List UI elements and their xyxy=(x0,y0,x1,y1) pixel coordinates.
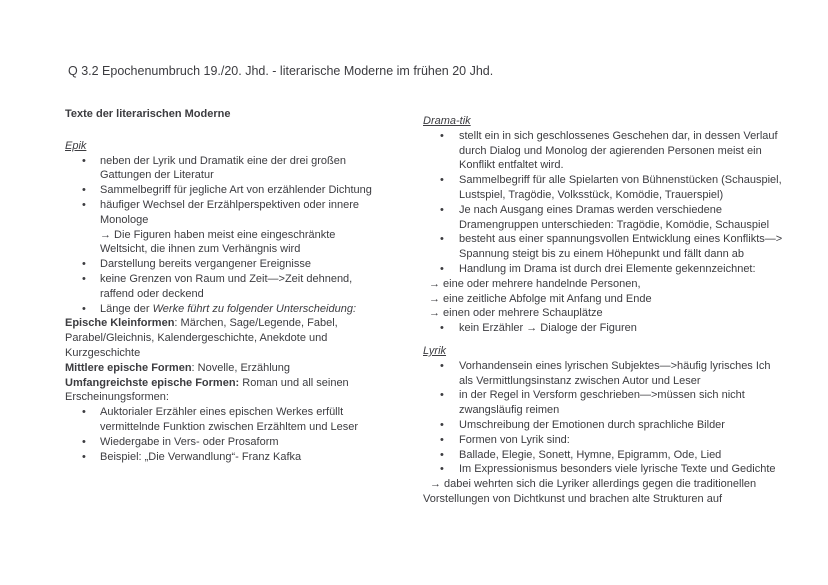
lead-in-text: Roman und all seinen Erscheinungsformen: xyxy=(65,376,349,404)
bullet-text: häufiger Wechsel der Erzählperspektiven oder innere Monologe xyxy=(100,198,360,226)
arrow-note: → eine zeitliche Abfolge mit Anfang und Ende xyxy=(429,292,652,305)
bullet-text: Wiedergabe in Vers- oder Prosaform xyxy=(100,435,279,448)
arrow-note: → eine oder mehrere handelnde Personen, xyxy=(429,277,641,290)
bullet-text: Umschreibung der Emotionen durch sprachliche Bilder xyxy=(459,418,725,431)
left-column-heading: Texte der literarischen Moderne xyxy=(65,108,231,120)
arrow-note: → dabei wehrten sich die Lyriker allerdings gegen die traditionellen Vorstellungen von Dichtkunst und brachen alte Strukturen auf xyxy=(423,478,757,505)
bullet-item xyxy=(423,173,785,203)
umfangreichste-formen-line xyxy=(65,376,385,406)
epische-kleinformen-line xyxy=(65,316,385,360)
bullet-item xyxy=(65,257,385,272)
bullet-text: Im Expressionismus besonders viele lyrische Texte und Gedichte xyxy=(459,463,776,476)
bullet-item xyxy=(65,154,385,184)
lyrik-section-title xyxy=(423,344,785,359)
left-column xyxy=(65,107,385,464)
bullet-text-italic: Werke führt zu folgender Unterscheidung: xyxy=(152,302,357,315)
bullet-item xyxy=(65,405,385,435)
arrow-note: → Die Figuren haben meist eine eingeschränkte Weltsicht, die ihnen zum Verhängnis wird xyxy=(100,228,336,256)
dramatik-section-title-text: Drama-tik xyxy=(423,115,471,127)
lead-in-text: : Novelle, Erzählung xyxy=(191,361,290,374)
bold-lead-in: Mittlere epische Formen xyxy=(65,361,192,374)
bullet-item xyxy=(65,435,385,450)
bullet-item xyxy=(65,183,385,198)
bullet-text: Sammelbegriff für jegliche Art von erzählender Dichtung xyxy=(100,184,372,197)
bullet-text: Vorhandensein eines lyrischen Subjektes—>häufig lyrisches Ich als Vermittlungsinstanz zwischen Autor und Leser xyxy=(459,359,771,387)
dramatik-section-title xyxy=(423,114,785,129)
dramatik-last-bullet-list xyxy=(423,321,785,336)
bullet-text: Je nach Ausgang eines Dramas werden verschiedene Dramengruppen unterschieden: Tragödie, Komödie, Schauspiel xyxy=(459,203,770,231)
lead-in-text: : Märchen, Sage/Legende, Fabel, Parabel/Gleichnis, Kalendergeschichte, Anekdote und Kurzgeschichte xyxy=(65,317,338,359)
bullet-text: Formen von Lyrik sind: xyxy=(459,433,570,446)
bullet-text: Darstellung bereits vergangener Ereignisse xyxy=(100,258,311,271)
bullet-text: Ballade, Elegie, Sonett, Hymne, Epigramm, Ode, Lied xyxy=(459,448,722,461)
bullet-item xyxy=(423,129,785,173)
roman-bullet-list xyxy=(65,405,385,464)
bullet-text: kein Erzähler → Dialoge der Figuren xyxy=(459,322,637,335)
bullet-text: keine Grenzen von Raum und Zeit—>Zeit dehnend, raffend oder deckend xyxy=(100,272,353,300)
bullet-text: Auktorialer Erzähler eines epischen Werkes erfüllt vermittelnde Funktion zwischen Erzähltem und Leser xyxy=(100,406,359,433)
bullet-text: besteht aus einer spannungsvollen Entwicklung eines Konflikts—> Spannung steigt bis zu einem Höhepunkt und fällt dann ab xyxy=(459,233,783,261)
bullet-item xyxy=(423,462,785,477)
epik-bullet-list xyxy=(65,154,385,317)
bold-lead-in: Epische Kleinformen xyxy=(65,317,175,330)
bullet-item xyxy=(423,448,785,463)
dramatik-bullet-list xyxy=(423,129,785,277)
mittlere-formen-line xyxy=(65,361,385,376)
bullet-text: Beispiel: „Die Verwandlung“- Franz Kafka xyxy=(100,450,302,463)
bullet-item xyxy=(423,418,785,433)
bullet-item xyxy=(423,433,785,448)
right-column xyxy=(423,114,785,507)
bullet-item xyxy=(423,232,785,262)
bullet-item xyxy=(423,359,785,389)
bullet-text: neben der Lyrik und Dramatik eine der drei großen Gattungen der Literatur xyxy=(100,154,347,182)
bullet-item xyxy=(423,262,785,277)
epik-section-title-text: Epik xyxy=(65,139,87,152)
lyrik-section-title-text: Lyrik xyxy=(423,344,447,357)
bullet-text: stellt ein in sich geschlossenes Geschehen dar, in dessen Verlauf durch Dialog und Monolog der agierenden Personen meist ein Konflikt entfaltet wird. xyxy=(459,129,778,172)
bold-lead-in: Umfangreichste epische Formen: xyxy=(65,376,240,389)
bullet-item xyxy=(423,388,785,418)
bullet-text: Sammelbegriff für alle Spielarten von Bühnenstücken (Schauspiel, Lustspiel, Tragödie, Volksstück, Komödie, Trauerspiel) xyxy=(459,174,782,201)
epik-section-title xyxy=(65,139,385,154)
bullet-text: Handlung im Drama ist durch drei Elemente gekennzeichnet: xyxy=(459,262,756,275)
lyrik-bullet-list xyxy=(423,359,785,477)
bullet-item xyxy=(65,198,385,257)
bullet-item xyxy=(423,203,785,233)
arrow-note: → einen oder mehrere Schauplätze xyxy=(429,307,603,320)
bullet-item xyxy=(65,272,385,302)
bullet-text: Länge der xyxy=(100,302,153,315)
bullet-item xyxy=(65,302,385,317)
bullet-item xyxy=(65,450,385,465)
document-title: Q 3.2 Epochenumbruch 19./20. Jhd. - literarische Moderne im frühen 20 Jhd. xyxy=(68,64,494,78)
bullet-item xyxy=(423,321,785,336)
bullet-text: in der Regel in Versform geschrieben—>müssen sich nicht zwangsläufig reimen xyxy=(459,389,745,417)
